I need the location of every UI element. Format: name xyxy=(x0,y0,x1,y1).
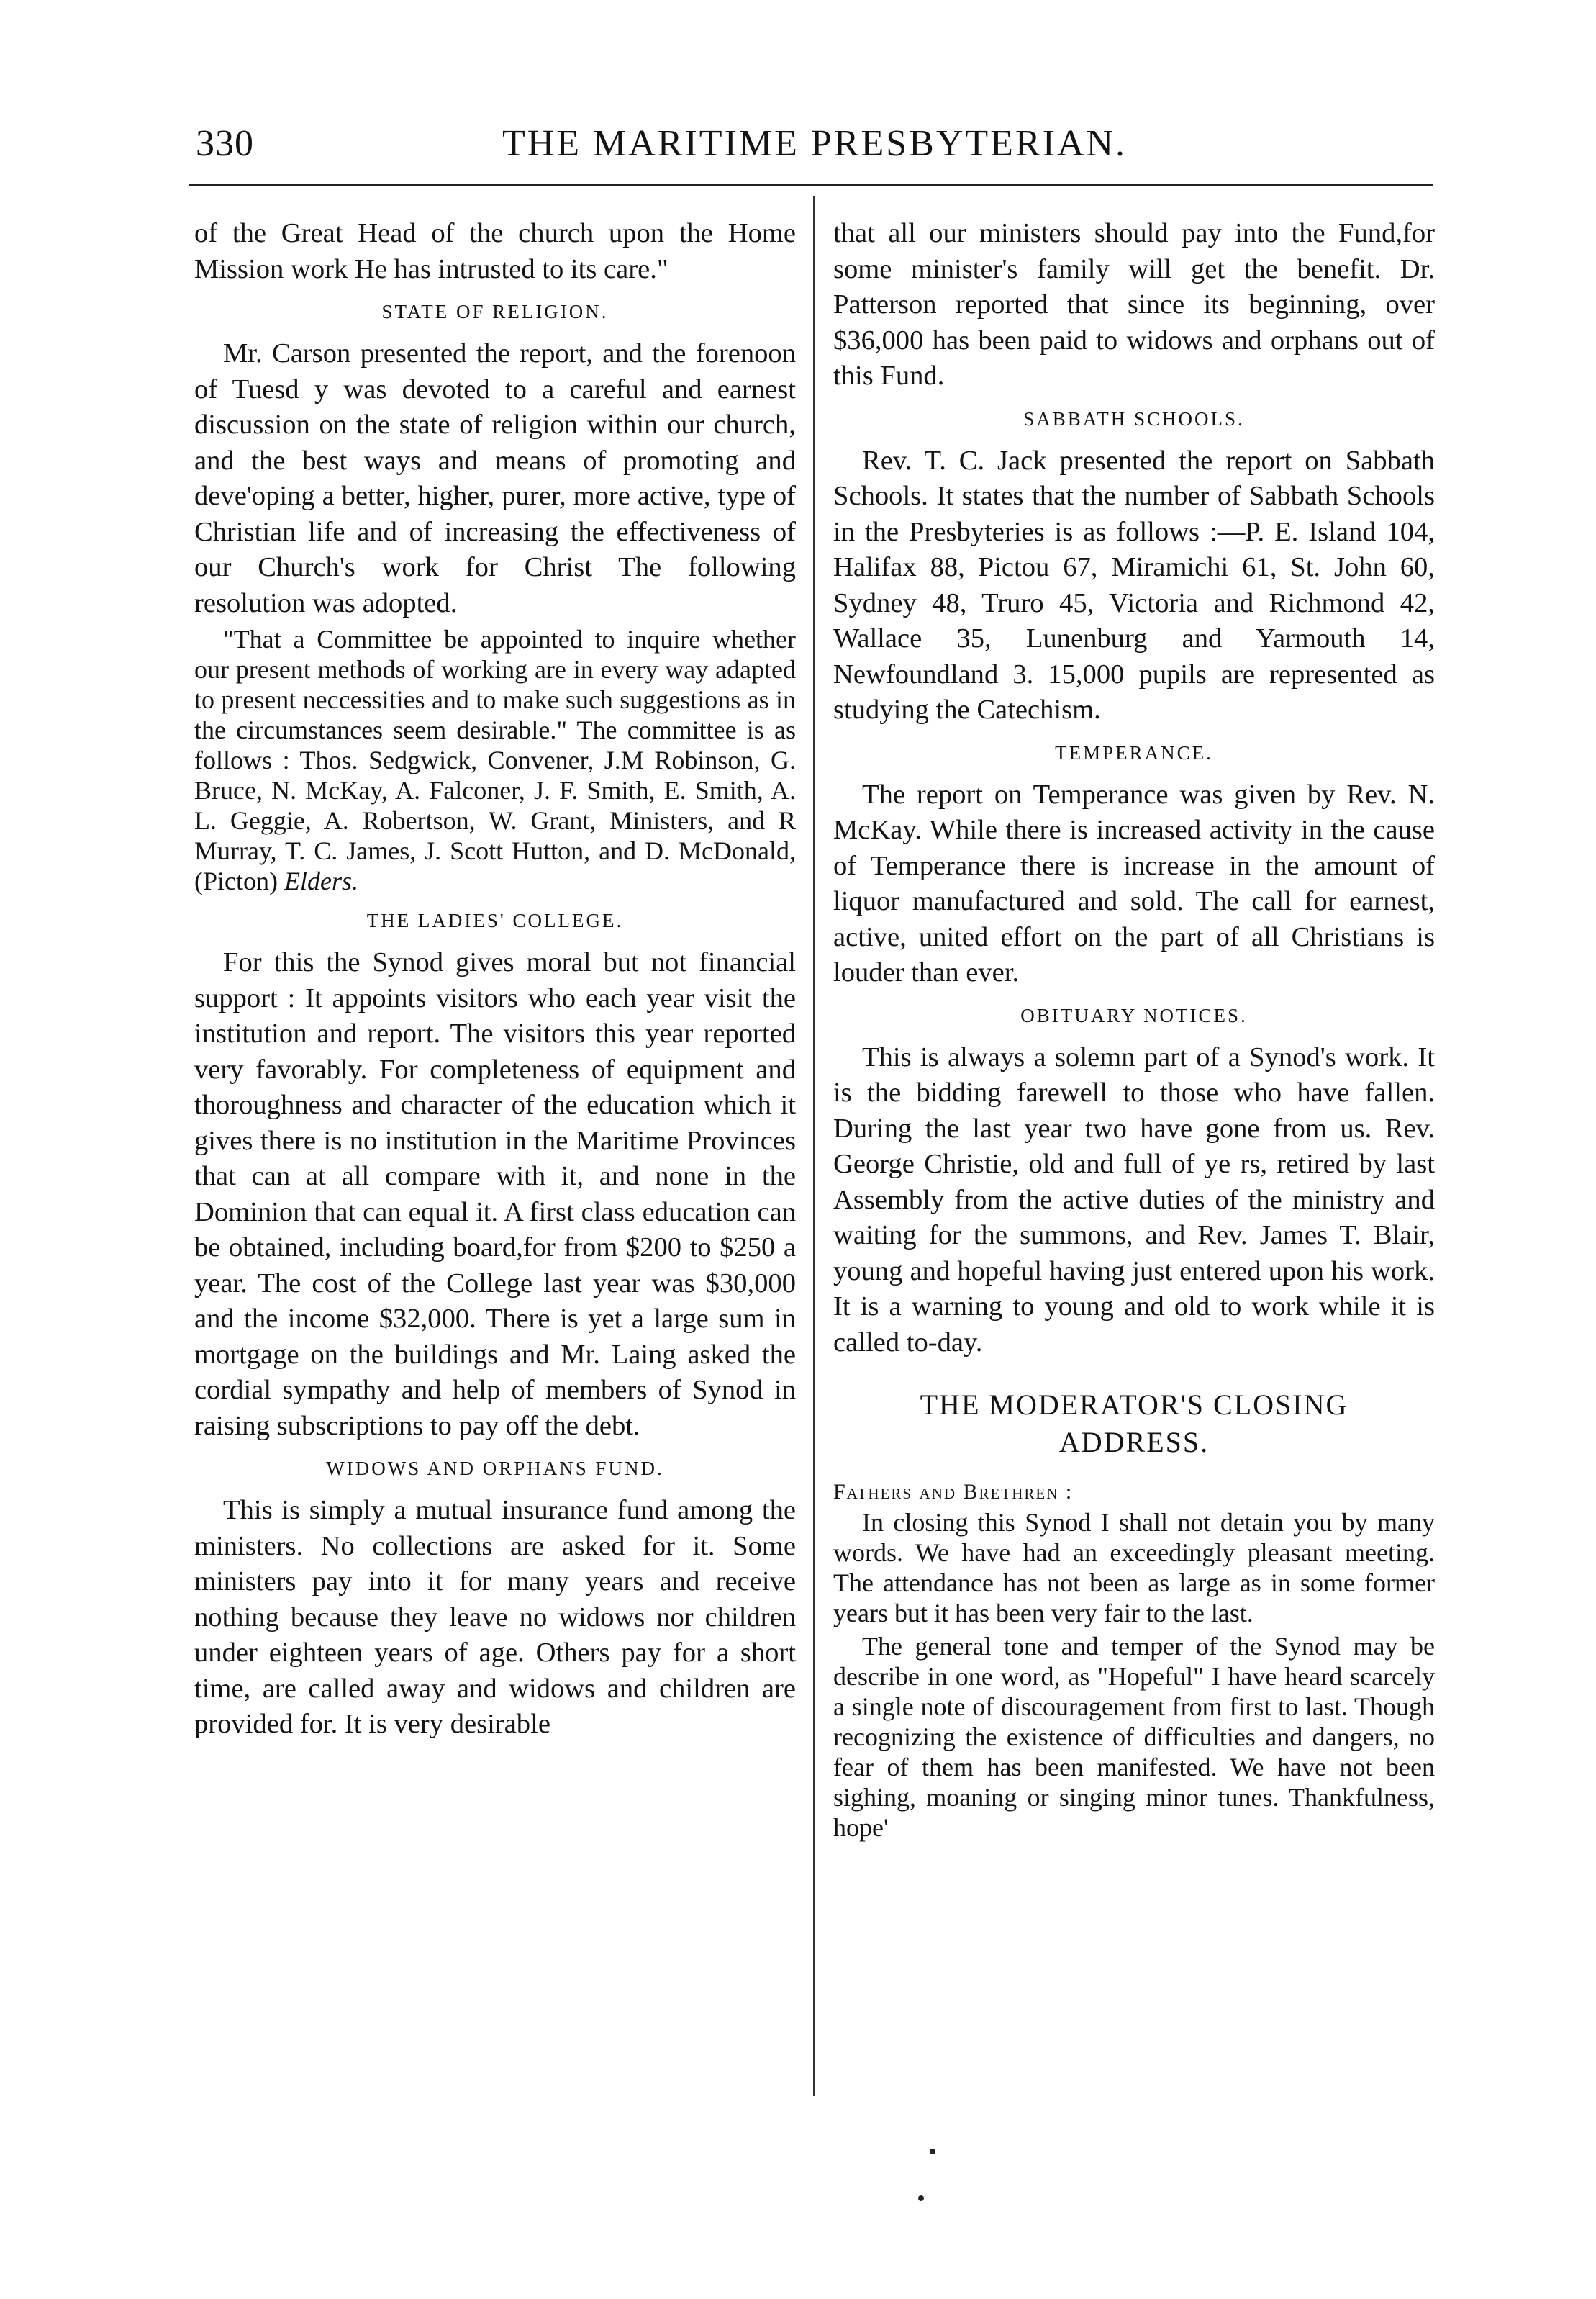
state-of-religion-paragraph: Mr. Carson presented the report, and the forenoon of Tuesd y was devoted to a careful and earnest discussion on the state of religion within our church, and the best ways and means of promoting and deve'oping a better, higher, purer, more active, type of Christian life and of increasing the effectiveness of our Church's work for Christ The following resolution was adopted. xyxy=(194,338,796,618)
temperance-paragraph: The report on Temperance was given by Rev. N. McKay. While there is increased activity in the cause of Temperance there is increase in the amount of liquor manufactured and sold. The call for earnest, active, united effort on the part of all Christians is louder than ever. xyxy=(833,779,1435,988)
salutation: Fathers and Brethren : xyxy=(833,1480,1074,1504)
resolution-elders: Elders. xyxy=(284,867,358,895)
ladies-college-heading: THE LADIES' COLLEGE. xyxy=(366,910,624,931)
moderator-heading-line-2: ADDRESS. xyxy=(1058,1426,1210,1458)
print-speck xyxy=(918,2195,924,2201)
resolution-text: "That a Committee be appointed to inquire whether our present methods of working are in every way adapted to present neccessities and to make such suggestions as in the circumstances seem desirable." The committee is as follows : Thos. Sedgwick, Convener, J.M Robinson, G. Bruce, N. McKay, A. Falconer, J. F. Smith, E. Smith, A. L. Geggie, A. Robertson, W. Grant, Ministers, and R Murray, T. C. James, J. Scott Hutton, and D. McDonald, (Picton) xyxy=(194,625,796,895)
state-of-religion-resolution xyxy=(194,624,796,896)
moderator-paragraph-1: In closing this Synod I shall not detain you by many words. We have had an exceedingly pleasant meeting. The attendance has not been as large as in some former years but it has been very fair to the last. xyxy=(833,1508,1435,1627)
widows-orphans-heading: WIDOWS AND ORPHANS FUND. xyxy=(326,1458,664,1479)
left-column xyxy=(194,216,796,1745)
print-speck xyxy=(930,2149,935,2154)
ladies-college-paragraph: For this the Synod gives moral but not financial support : It appoints visitors who each year visit the institution and report. The visitors this year reported very favorably. For completeness of equipment and thoroughness and character of the education which it gives there is no institution in the Maritime Provinces that can at all compare with it, and none in the Dominion that can equal it. A first class education can be obtained, including board,for from $200 to $250 a year. The cost of the College last year was $30,000 and the income $32,000. There is yet a large sum in mortgage on the buildings and Mr. Laing asked the cordial sympathy and help of members of Synod in raising subscriptions to pay off the debt. xyxy=(194,947,796,1441)
page-header xyxy=(196,122,1433,187)
opening-paragraph: of the Great Head of the church upon the Home Mission work He has intrusted to its care." xyxy=(194,218,796,284)
moderator-heading-line-1: THE MODERATOR'S CLOSING xyxy=(920,1388,1348,1421)
journal-title: THE MARITIME PRESBYTERIAN. xyxy=(502,123,1128,164)
sabbath-schools-heading: SABBATH SCHOOLS. xyxy=(1023,407,1245,430)
obituary-notices-heading: OBITUARY NOTICES. xyxy=(1020,1004,1248,1026)
page-number: 330 xyxy=(196,123,254,164)
obituary-paragraph: This is always a solemn part of a Synod's work. It is the bidding farewell to those who have fallen. During the last year two have gone from us. Rev. George Christie, old and full of ye rs, retired by last Assembly from the active duties of the ministry and waiting for the summons, and Rev. James T. Blair, young and hopeful having just entered upon his work. It is a warning to young and old to work while it is called to-day. xyxy=(833,1042,1435,1358)
widows-fund-continuation: that all our ministers should pay into the Fund,for some minister's family will get the benefit. Dr. Patterson reported that since its beginning, over $36,000 has been paid to widows and orphans out of this Fund. xyxy=(833,218,1435,391)
widows-orphans-paragraph: This is simply a mutual insurance fund among the ministers. No collections are asked for it. Some ministers pay into it for many years and receive nothing because they leave no widows nor children under eighteen years of age. Others pay for a short time, are called away and widows and children are provided for. It is very desirable xyxy=(194,1495,796,1739)
moderator-address-heading xyxy=(833,1386,1435,1461)
moderator-paragraph-2: The general tone and temper of the Synod may be describe in one word, as "Hopeful" I have heard scarcely a single note of discouragement from first to last. Though recognizing the existence of difficulties and dangers, no fear of them has been manifested. We have not been sighing, moaning or singing minor tunes. Thankfulness, hope' xyxy=(833,1632,1435,1842)
sabbath-schools-paragraph: Rev. T. C. Jack presented the report on Sabbath Schools. It states that the number of Sabbath Schools in the Presbyteries is as follows :—P. E. Island 104, Halifax 88, Pictou 67, Miramichi 61, St. John 60, Sydney 48, Truro 45, Victoria and Richmond 42, Wallace 35, Lunenburg and Yarmouth 14, Newfoundland 3. 15,000 pupils are represented as studying the Catechism. xyxy=(833,445,1435,725)
state-of-religion-heading: STATE OF RELIGION. xyxy=(381,301,609,322)
temperance-heading: TEMPERANCE. xyxy=(1055,741,1213,764)
right-column xyxy=(833,216,1435,1846)
header-rule xyxy=(189,184,1433,186)
column-divider xyxy=(813,196,815,2096)
